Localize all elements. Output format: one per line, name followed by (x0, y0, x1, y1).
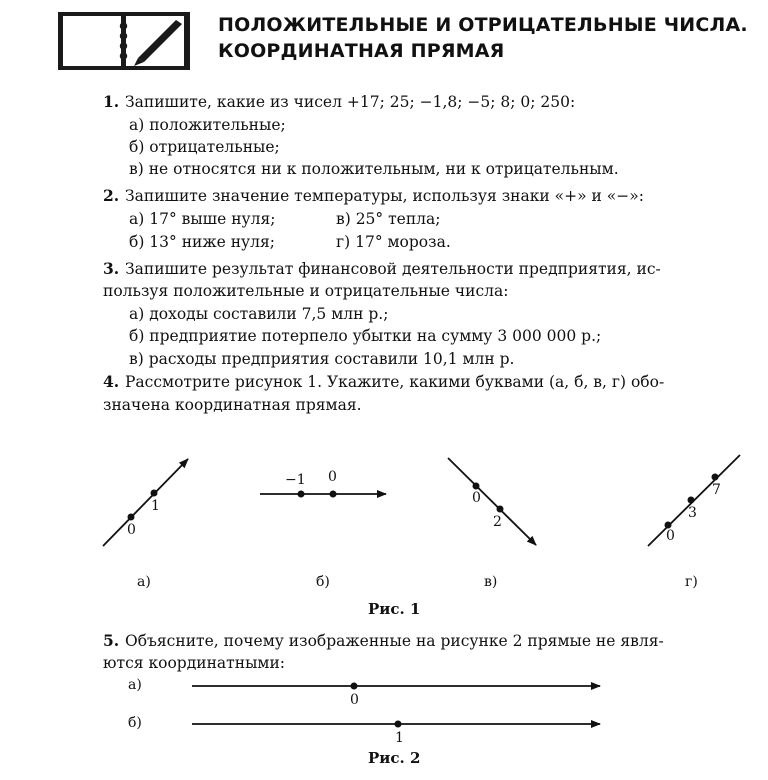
fig1-d-caption: г) (685, 574, 698, 590)
fig1-c-label-2: 2 (493, 514, 502, 530)
fig2-a-caption: а) (128, 677, 142, 693)
fig2-b-caption: б) (128, 715, 142, 731)
figure-2-caption: Рис. 2 (368, 749, 421, 767)
task-2-option-g: г) 17° мороза. (336, 233, 451, 251)
task-1-text: Запишите, какие из чисел +17; 25; −1,8; −5; 8; 0; 250: (125, 93, 576, 111)
fig1-b-label-neg1: −1 (285, 472, 306, 488)
fig1-c-point-2 (497, 506, 504, 513)
task-4-number: 4. (103, 372, 120, 391)
task-1-option-c: в) не относятся ни к положительным, ни к отрицательным. (129, 160, 619, 178)
task-3-option-b: б) предприятие потерпело убытки на сумму 3 000 000 р.; (129, 327, 602, 345)
task-3-number: 3. (103, 259, 120, 278)
figure-1-caption: Рис. 1 (368, 600, 421, 618)
fig2-a-point-label: 0 (350, 692, 359, 708)
fig1-b-point-neg1 (298, 491, 305, 498)
fig1-a-label-0: 0 (127, 522, 136, 538)
fig1-b-point-0 (330, 491, 337, 498)
task-2-option-v: в) 25° тепла; (336, 210, 441, 228)
fig1-d-label-7: 7 (712, 482, 721, 498)
fig1-a-point-1 (151, 490, 158, 497)
fig1-c-label-0: 0 (472, 490, 481, 506)
task-4-text-line-2: значена координатная прямая. (103, 396, 362, 414)
fig1-b-label-0: 0 (328, 469, 337, 485)
fig1-a-line (103, 459, 188, 546)
fig2-b-point-label: 1 (395, 730, 404, 746)
fig1-c-line (448, 458, 536, 545)
title-line-2: КООРДИНАТНАЯ ПРЯМАЯ (218, 40, 505, 62)
task-5-text-line-2: ются координатными: (103, 654, 286, 672)
fig1-d-label-3: 3 (688, 505, 697, 521)
task-3-text-line-2: пользуя положительные и отрицательные числа: (103, 282, 509, 300)
fig1-d-point-3 (688, 497, 695, 504)
task-3-text-line-1: Запишите результат финансовой деятельности предприятия, ис- (125, 260, 661, 278)
task-2-text: Запишите значение температуры, используя знаки «+» и «−»: (125, 187, 644, 205)
task-3-option-c: в) расходы предприятия составили 10,1 млн р. (129, 350, 515, 368)
fig1-c-point-0 (473, 483, 480, 490)
fig1-c-caption: в) (484, 574, 498, 590)
title-line-1: ПОЛОЖИТЕЛЬНЫЕ И ОТРИЦАТЕЛЬНЫЕ ЧИСЛА. (218, 14, 748, 36)
task-1-option-b: б) отрицательные; (129, 138, 280, 156)
fig2-a-point (351, 683, 358, 690)
fig2-b-point (395, 721, 402, 728)
task-1-option-a: а) положительные; (129, 116, 286, 134)
task-4-text-line-1: Рассмотрите рисунок 1. Укажите, какими буквами (а, б, в, г) обо- (125, 373, 665, 391)
fig1-d-label-0: 0 (666, 528, 675, 544)
fig1-d-point-7 (712, 474, 719, 481)
task-3-option-a: а) доходы составили 7,5 млн р.; (129, 305, 389, 323)
task-2-option-b: б) 13° ниже нуля; (129, 233, 276, 251)
task-5-text-line-1: Объясните, почему изображенные на рисунке 2 прямые не явля- (125, 632, 664, 650)
task-2-number: 2. (103, 186, 120, 205)
fig1-a-caption: а) (137, 574, 151, 590)
task-5-number: 5. (103, 631, 120, 650)
task-1-number: 1. (103, 92, 120, 111)
task-2-option-a: а) 17° выше нуля; (129, 210, 276, 228)
fig1-a-point-0 (128, 514, 135, 521)
fig1-a-label-1: 1 (151, 498, 160, 514)
fig1-b-caption: б) (316, 574, 330, 590)
